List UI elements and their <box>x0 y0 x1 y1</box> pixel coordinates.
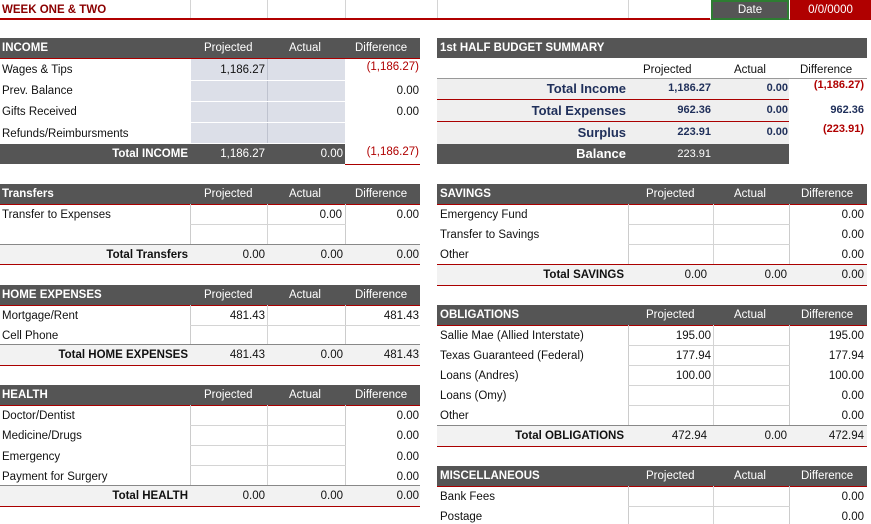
misc-row-difference: 0.00 <box>841 511 864 523</box>
transfers-total <box>0 245 420 265</box>
obligations-row-difference: 0.00 <box>841 410 864 422</box>
health-total <box>0 486 420 506</box>
col-actual: Actual <box>734 188 766 200</box>
obligations-total <box>437 426 867 446</box>
savings-total-label: Total SAVINGS <box>543 269 624 281</box>
income-row-label: Gifts Received <box>2 106 77 118</box>
obligations-header <box>437 305 867 325</box>
col-actual: Actual <box>289 42 321 54</box>
misc-title: MISCELLANEOUS <box>440 470 540 482</box>
savings-header <box>437 184 867 204</box>
summary-row-projected: 1,186.27 <box>668 82 711 94</box>
col-projected: Projected <box>204 289 253 301</box>
savings-total-actual: 0.00 <box>764 269 787 281</box>
savings-row-label: Other <box>440 249 469 261</box>
summary-row-difference: 962.36 <box>830 104 864 116</box>
health-row-label: Payment for Surgery <box>2 471 108 483</box>
transfers-total-difference: 0.00 <box>396 249 419 261</box>
obligations-total-difference: 472.94 <box>828 430 864 442</box>
summary-row-projected: 223.91 <box>677 126 711 138</box>
balance-label: Balance <box>576 146 626 161</box>
savings-input-area[interactable] <box>628 204 790 264</box>
misc-row-difference: 0.00 <box>841 491 864 503</box>
col-actual: Actual <box>289 188 321 200</box>
date-value[interactable] <box>790 0 871 20</box>
obligations-row-projected[interactable]: 177.94 <box>675 350 711 362</box>
col-projected: Projected <box>646 470 695 482</box>
savings-row-difference: 0.00 <box>841 229 864 241</box>
col-difference: Difference <box>801 188 854 200</box>
misc-row-label: Postage <box>440 511 483 523</box>
col-difference: Difference <box>355 42 408 54</box>
income-total-label: Total INCOME <box>112 148 188 160</box>
health-total-difference: 0.00 <box>396 490 419 502</box>
sheet-title: WEEK ONE & TWO <box>2 4 107 16</box>
summary-row-label: Total Expenses <box>531 103 626 118</box>
home-total-projected: 481.43 <box>229 349 265 361</box>
summary-row-label: Surplus <box>577 125 626 140</box>
summary-row-actual: 0.00 <box>766 82 788 94</box>
income-row-projected[interactable]: 1,186.27 <box>220 64 265 76</box>
summary-header <box>437 38 867 58</box>
summary-col-projected: Projected <box>643 64 692 76</box>
date-label-text: Date <box>737 4 763 16</box>
home-title: HOME EXPENSES <box>2 289 102 301</box>
balance-value: 223.91 <box>677 148 711 160</box>
obligations-row-difference: 177.94 <box>828 350 864 362</box>
col-actual: Actual <box>734 470 766 482</box>
savings-total <box>437 265 867 285</box>
health-row-difference: 0.00 <box>396 410 419 422</box>
summary-row-difference: (223.91) <box>823 123 864 135</box>
income-total-projected: 1,186.27 <box>220 148 265 160</box>
income-total-difference: (1,186.27) <box>366 146 419 158</box>
home-row-projected[interactable]: 481.43 <box>229 310 265 322</box>
col-projected: Projected <box>204 42 253 54</box>
obligations-row-difference: 100.00 <box>828 370 864 382</box>
obligations-row-label: Texas Guaranteed (Federal) <box>440 350 584 362</box>
summary-row-projected: 962.36 <box>677 104 711 116</box>
health-total-projected: 0.00 <box>242 490 265 502</box>
obligations-row-difference: 195.00 <box>828 330 864 342</box>
col-difference: Difference <box>355 188 408 200</box>
transfers-total-actual: 0.00 <box>320 249 343 261</box>
income-row-difference: 0.00 <box>396 85 419 97</box>
income-total <box>0 144 345 164</box>
col-actual: Actual <box>734 309 766 321</box>
health-row-label: Medicine/Drugs <box>2 430 82 442</box>
col-difference: Difference <box>801 470 854 482</box>
health-title: HEALTH <box>2 389 48 401</box>
transfers-total-projected: 0.00 <box>242 249 265 261</box>
health-total-actual: 0.00 <box>320 490 343 502</box>
income-row-label: Prev. Balance <box>2 85 73 97</box>
home-total-actual: 0.00 <box>320 349 343 361</box>
date-value-text: 0/0/0000 <box>808 4 853 16</box>
income-row-difference: 0.00 <box>396 106 419 118</box>
transfers-row-actual[interactable]: 0.00 <box>319 209 342 221</box>
health-row-difference: 0.00 <box>396 471 419 483</box>
home-header <box>0 285 420 305</box>
obligations-row-label: Loans (Andres) <box>440 370 519 382</box>
summary-col-difference: Difference <box>800 64 853 76</box>
obligations-total-label: Total OBLIGATIONS <box>515 430 624 442</box>
home-row-difference: 481.43 <box>383 310 419 322</box>
summary-title: 1st HALF BUDGET SUMMARY <box>440 42 605 54</box>
col-projected: Projected <box>204 389 253 401</box>
transfers-total-label: Total Transfers <box>106 249 188 261</box>
col-actual: Actual <box>289 289 321 301</box>
income-row-label: Wages & Tips <box>2 64 73 76</box>
health-row-label: Emergency <box>2 451 61 463</box>
health-row-label: Doctor/Dentist <box>2 410 75 422</box>
transfers-row-label: Transfer to Expenses <box>2 209 111 221</box>
income-row-label: Refunds/Reimbursments <box>2 128 129 140</box>
health-row-difference: 0.00 <box>396 451 419 463</box>
misc-input-area[interactable] <box>628 486 790 524</box>
col-difference: Difference <box>355 389 408 401</box>
obligations-row-difference: 0.00 <box>841 390 864 402</box>
col-projected: Projected <box>646 309 695 321</box>
summary-col-actual: Actual <box>734 64 766 76</box>
obligations-row-label: Loans (Omy) <box>440 390 507 402</box>
health-total-label: Total HEALTH <box>112 490 188 502</box>
col-projected: Projected <box>646 188 695 200</box>
savings-total-projected: 0.00 <box>684 269 707 281</box>
obligations-total-actual: 0.00 <box>764 430 787 442</box>
col-difference: Difference <box>355 289 408 301</box>
summary-row-difference: (1,186.27) <box>813 79 864 91</box>
income-total-actual: 0.00 <box>320 148 343 160</box>
col-projected: Projected <box>204 188 253 200</box>
income-header <box>0 38 420 58</box>
summary-balance <box>437 144 789 164</box>
health-header <box>0 385 420 405</box>
obligations-row-label: Sallie Mae (Allied Interstate) <box>440 330 584 342</box>
transfers-header <box>0 184 420 204</box>
summary-row-actual: 0.00 <box>766 126 788 138</box>
income-title: INCOME <box>2 42 48 54</box>
summary-row-actual: 0.00 <box>766 104 788 116</box>
health-row-difference: 0.00 <box>396 430 419 442</box>
income-row-difference: (1,186.27) <box>366 61 419 73</box>
home-row-label: Cell Phone <box>2 330 59 342</box>
savings-row-difference: 0.00 <box>841 249 864 261</box>
obligations-row-label: Other <box>440 410 469 422</box>
obligations-row-projected[interactable]: 100.00 <box>675 370 711 382</box>
col-difference: Difference <box>801 309 854 321</box>
savings-row-label: Transfer to Savings <box>440 229 540 241</box>
home-total-difference: 481.43 <box>383 349 419 361</box>
savings-title: SAVINGS <box>440 188 491 200</box>
date-label <box>711 0 789 20</box>
transfers-title: Transfers <box>2 188 54 200</box>
obligations-title: OBLIGATIONS <box>440 309 520 321</box>
misc-row-label: Bank Fees <box>440 491 495 503</box>
savings-total-difference: 0.00 <box>841 269 864 281</box>
home-total-label: Total HOME EXPENSES <box>58 349 188 361</box>
home-total <box>0 345 420 365</box>
home-row-label: Mortgage/Rent <box>2 310 79 322</box>
col-actual: Actual <box>289 389 321 401</box>
savings-row-label: Emergency Fund <box>440 209 528 221</box>
summary-row-label: Total Income <box>546 81 626 96</box>
obligations-total-projected: 472.94 <box>671 430 707 442</box>
misc-header <box>437 466 867 486</box>
transfers-row-difference: 0.00 <box>396 209 419 221</box>
savings-row-difference: 0.00 <box>841 209 864 221</box>
obligations-row-projected[interactable]: 195.00 <box>675 330 711 342</box>
